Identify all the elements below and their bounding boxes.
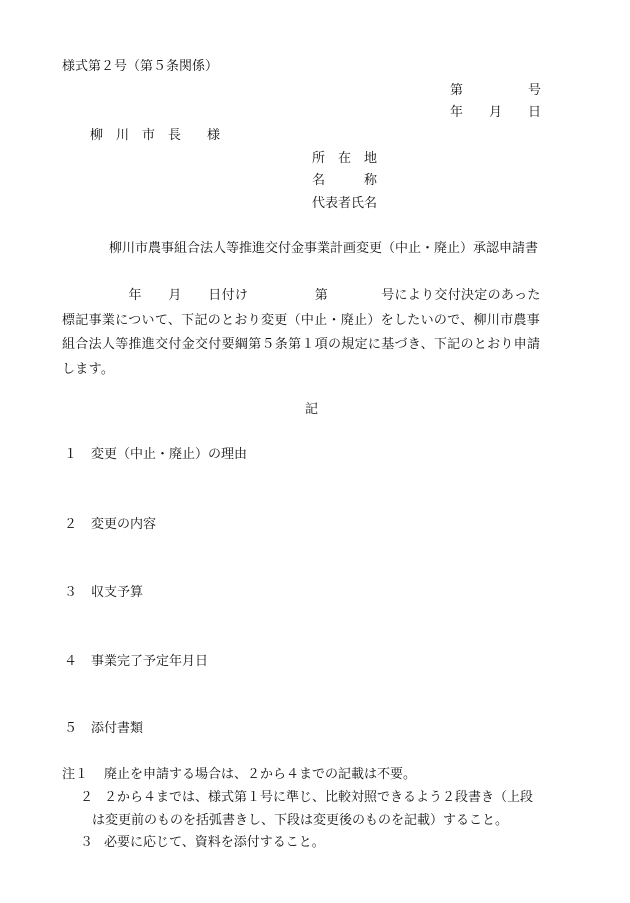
note-1: 廃止を申請する場合は、２から４までの記載は不要。 <box>104 767 417 782</box>
note-2-number: ２ <box>80 790 94 805</box>
note-prefix: 注１ <box>62 767 89 782</box>
doc-number: 第 号 <box>450 83 542 98</box>
item-number: ２ <box>64 517 78 532</box>
ki-heading: 記 <box>305 402 319 417</box>
note-3-number: ３ <box>80 835 94 850</box>
representative-label: 代表者氏名 <box>312 196 378 211</box>
item-2 <box>64 516 156 534</box>
note-3: 必要に応じて、資料を添付すること。 <box>104 835 325 850</box>
name-label: 名 称 <box>312 173 378 188</box>
doc-date: 年 月 日 <box>450 105 542 120</box>
item-1 <box>64 446 247 464</box>
document-title: 柳川市農事組合法人等推進交付金事業計画変更（中止・廃止）承認申請書 <box>109 241 539 256</box>
note-2-line-1: ２から４までは、様式第１号に準じ、比較対照できるよう２段書き（上段 <box>104 790 534 805</box>
body-paragraph <box>62 284 562 382</box>
note-2-line-2: は変更前のものを括弧書きし、下段は変更後のものを記載）すること。 <box>92 813 509 828</box>
item-number: ５ <box>64 721 78 736</box>
body-line-1: 年 月 日付け 第 号により交付決定のあった <box>62 288 541 303</box>
address-label: 所 在 地 <box>312 151 378 166</box>
item-label: 収支予算 <box>91 585 144 600</box>
item-3 <box>64 584 143 602</box>
item-number: ４ <box>64 654 78 669</box>
form-label: 様式第２号（第５条関係） <box>62 59 219 74</box>
item-label: 変更（中止・廃止）の理由 <box>91 447 248 462</box>
item-number: １ <box>64 447 78 462</box>
item-label: 添付書類 <box>91 721 144 736</box>
item-4 <box>64 653 208 671</box>
body-line-3: 組合法人等推進交付金交付要綱第５条第１項の規定に基づき、下記のとおり申請 <box>62 337 541 352</box>
body-line-2: 標記事業について、下記のとおり変更（中止・廃止）をしたいので、柳川市農事 <box>62 312 541 328</box>
body-line-4: します。 <box>62 361 115 377</box>
item-number: ３ <box>64 585 78 600</box>
addressee: 柳 川 市 長 様 <box>90 128 221 143</box>
item-5 <box>64 720 143 738</box>
item-label: 事業完了予定年月日 <box>91 654 209 669</box>
item-label: 変更の内容 <box>91 517 157 532</box>
